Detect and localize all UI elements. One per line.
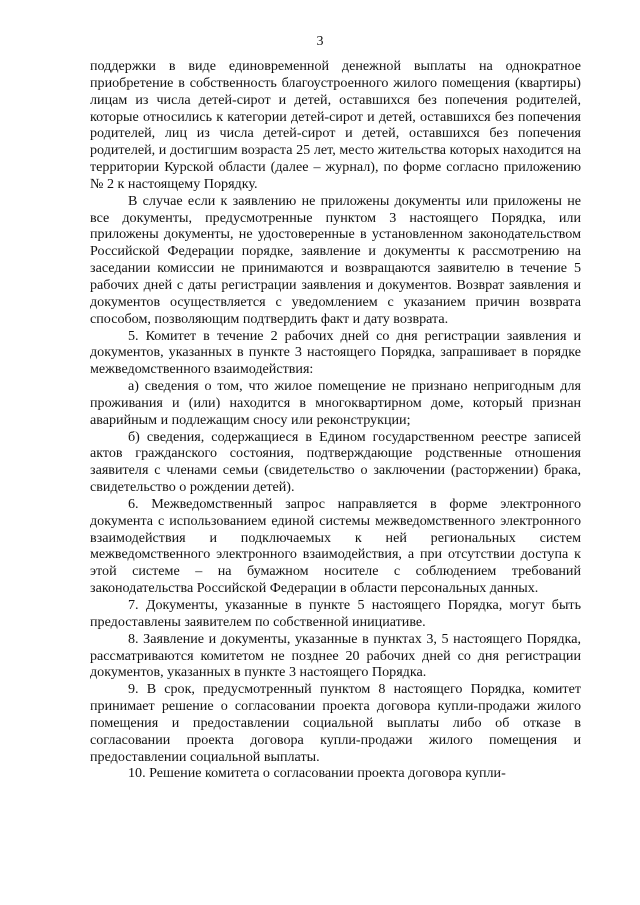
page-number: 3	[316, 34, 324, 49]
paragraph-item-5b: б) сведения, содержащиеся в Едином государственном реестре записей актов гражданского состояния, подтверждающие родственные отношения заявителя с членами семьи (свидетельство о заключении (расторжении) брака, свидетельство о рождении детей).	[90, 428, 581, 496]
paragraph-return-conditions: В случае если к заявлению не приложены документы или приложены не все документы, предусмотренные пунктом 3 настоящего Порядка, или приложены документы, не удостоверенные в установленном законодательством Российской Федерации порядке, заявление и документы к рассмотрению на заседании комиссии не принимаются и возвращаются заявителю в течение 5 рабочих дней с даты регистрации заявления и документов. Возврат заявления и документов осуществляется с уведомлением с указанием причин возврата способом, позволяющим подтвердить факт и дату возврата.	[90, 192, 581, 327]
paragraph-item-9: 9. В срок, предусмотренный пунктом 8 настоящего Порядка, комитет принимает решение о согласовании проекта договора купли-продажи жилого помещения и предоставлении социальной выплаты либо об отказе в согласовании проекта договора купли-продажи жилого помещения и предоставлении социальной выплаты.	[90, 681, 581, 765]
paragraph-item-6: 6. Межведомственный запрос направляется в форме электронного документа с использованием единой системы межведомственного электронного взаимодействия и подключаемых к ней региональных систем межведомственного электронного взаимодействия, а при отсутствии доступа к этой системе – на бумажном носителе с соблюдением требований законодательства Российской Федерации в области персональных данных.	[90, 495, 581, 597]
paragraph-item-8: 8. Заявление и документы, указанные в пунктах 3, 5 настоящего Порядка, рассматриваются комитетом не позднее 20 рабочих дней со дня регистрации документов, указанных в пункте 3 настоящего Порядка.	[90, 630, 581, 681]
paragraph-item-5a: а) сведения о том, что жилое помещение не признано непригодным для проживания и (или) находится в многоквартирном доме, который признан аварийным и подлежащим сносу или реконструкции;	[90, 378, 581, 428]
paragraph-item-10: 10. Решение комитета о согласовании проекта договора купли-	[128, 765, 506, 782]
paragraph-item-5: 5. Комитет в течение 2 рабочих дней со дня регистрации заявления и документов, указанных в пункте 3 настоящего Порядка, запрашивает в порядке межведомственного взаимодействия:	[90, 327, 581, 378]
paragraph-continuation: поддержки в виде единовременной денежной выплаты на однократное приобретение в собственность благоустроенного жилого помещения (квартиры) лицам из числа детей-сирот и детей, оставшихся без попечения родителей, которые относились к категории детей-сирот и детей, оставшихся без попечения родителей, лиц из числа детей-сирот и детей, оставшихся без попечения родителей, и достигшим возраста 25 лет, место жительства которых находится на территории Курской области (далее – журнал), по форме согласно приложению № 2 к настоящему Порядку.	[90, 58, 581, 192]
document-body	[90, 58, 581, 782]
paragraph-item-7: 7. Документы, указанные в пункте 5 настоящего Порядка, могут быть предоставлены заявителем по собственной инициативе.	[90, 597, 581, 630]
